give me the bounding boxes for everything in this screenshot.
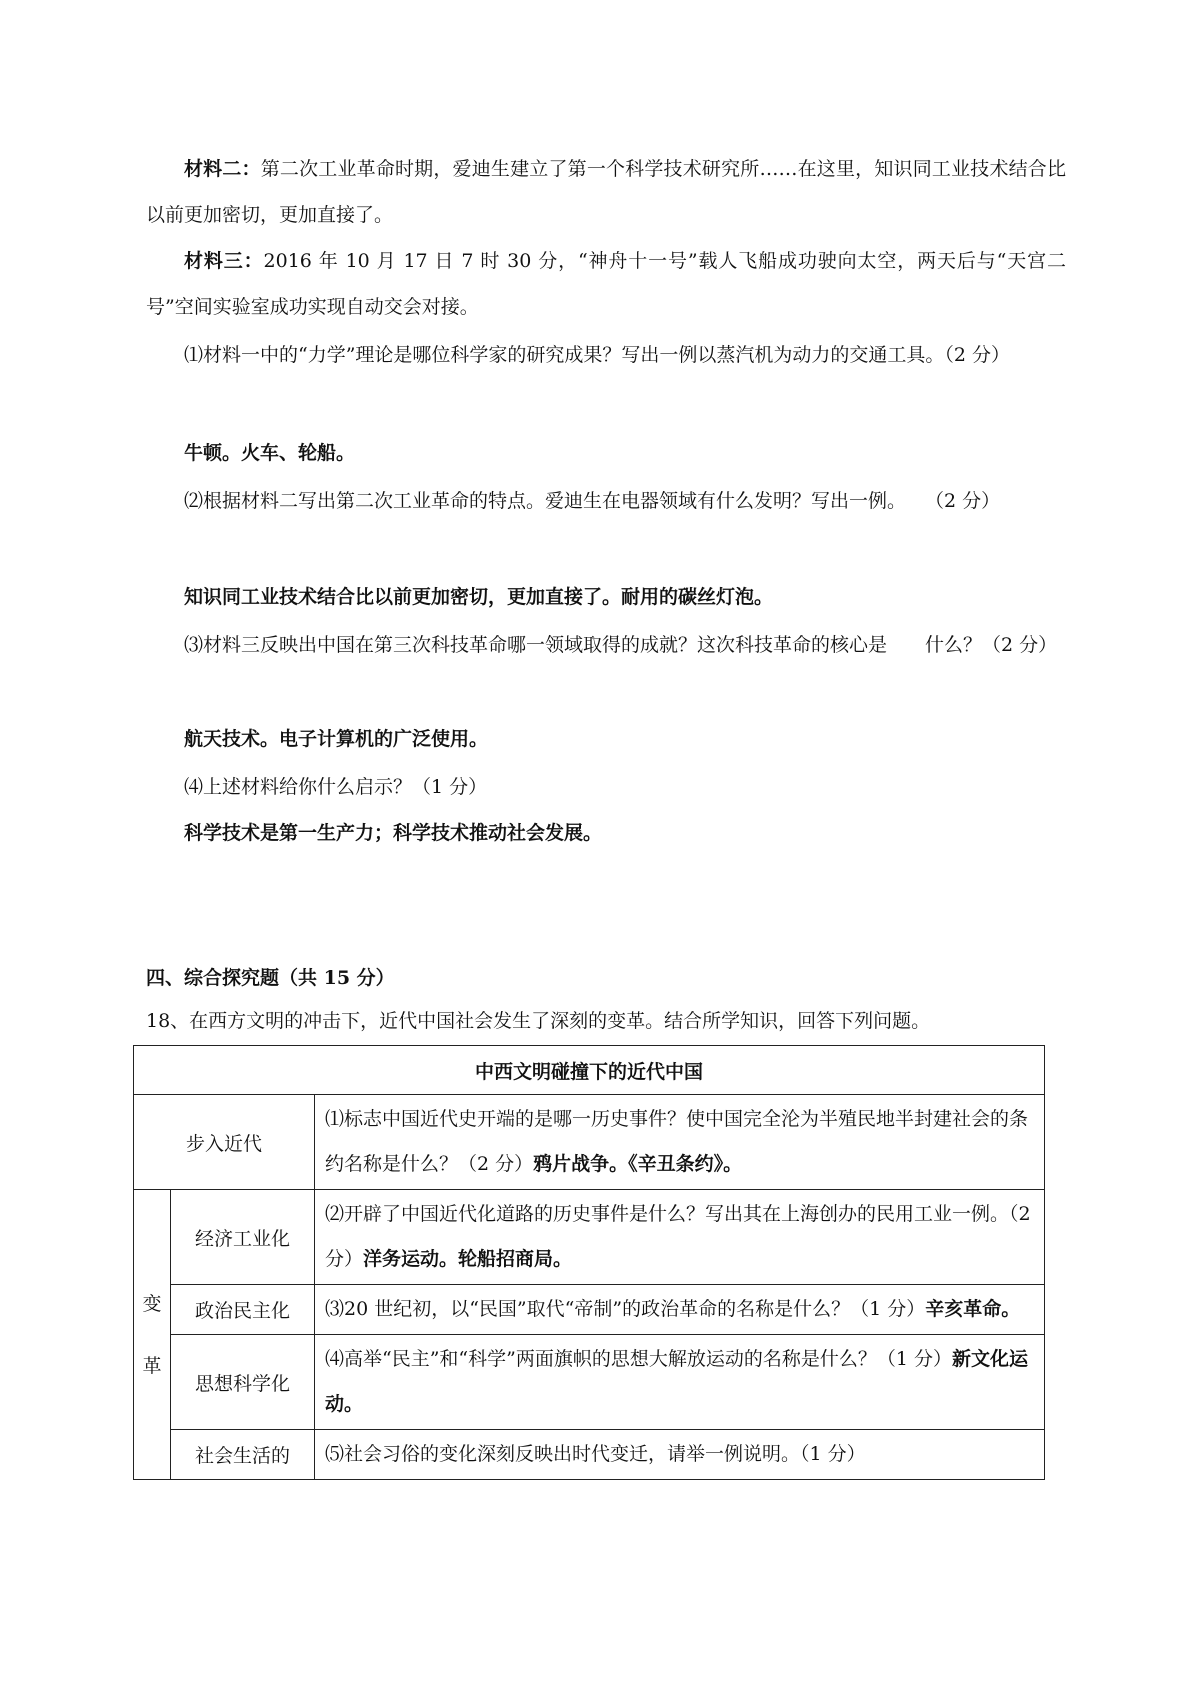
material-three-text: 2016 年 10 月 17 日 7 时 30 分，“神舟十一号”载人飞船成功驶向太空，两天后与“天宫二号”空间实验室成功实现自动交会对接。 bbox=[146, 250, 1066, 318]
material-two-label: 材料二： bbox=[184, 158, 261, 180]
row-content-1 bbox=[315, 1095, 1045, 1190]
material-three bbox=[146, 238, 1066, 330]
reform-label bbox=[134, 1190, 171, 1480]
row-answer-1: 鸦片战争。《辛丑条约》。 bbox=[533, 1153, 743, 1175]
row-label-political: 政治民主化 bbox=[171, 1285, 315, 1335]
modern-china-table bbox=[133, 1045, 1045, 1480]
row-question-3: ⑶20 世纪初，以“民国”取代“帝制”的政治革命的名称是什么？（1 分） bbox=[325, 1298, 926, 1320]
answer-3: 航天技术。电子计算机的广泛使用。 bbox=[184, 728, 489, 750]
row-label-ideological: 思想科学化 bbox=[171, 1335, 315, 1430]
table-row bbox=[134, 1190, 1045, 1285]
row-answer-3: 辛亥革命。 bbox=[925, 1298, 1021, 1320]
row-question-4: ⑷高举“民主”和“科学”两面旗帜的思想大解放运动的名称是什么？（1 分） bbox=[325, 1348, 952, 1370]
answer-2: 知识同工业技术结合比以前更加密切，更加直接了。耐用的碳丝灯泡。 bbox=[184, 586, 774, 608]
row-question-2: ⑵开辟了中国近代化道路的历史事件是什么？写出其在上海创办的民用工业一例。（2 分） bbox=[325, 1203, 1031, 1270]
row-answer-4: 新文化运动。 bbox=[325, 1348, 1028, 1415]
question-3: ⑶材料三反映出中国在第三次科技革命哪一领域取得的成就？这次科技革命的核心是 什么？（2 分） bbox=[184, 634, 1058, 656]
table-title: 中西文明碰撞下的近代中国 bbox=[134, 1046, 1045, 1095]
row-content-2 bbox=[315, 1190, 1045, 1285]
material-three-label: 材料三： bbox=[184, 250, 264, 272]
row-label-social: 社会生活的 bbox=[171, 1430, 315, 1480]
row-question-5: ⑸社会习俗的变化深刻反映出时代变迁，请举一例说明。（1 分） bbox=[325, 1443, 866, 1465]
row-answer-2: 洋务运动。轮船招商局。 bbox=[363, 1248, 573, 1270]
reform-label-char-1: 变 bbox=[142, 1292, 162, 1315]
row-content-5 bbox=[315, 1430, 1045, 1480]
answer-1: 牛顿。火车、轮船。 bbox=[184, 442, 356, 464]
question-4: ⑷上述材料给你什么启示？（1 分） bbox=[184, 776, 488, 798]
question-1: ⑴材料一中的“力学”理论是哪位科学家的研究成果？写出一例以蒸汽机为动力的交通工具。（2 分） bbox=[184, 344, 1011, 366]
question-18-intro: 18、在西方文明的冲击下，近代中国社会发生了深刻的变革。结合所学知识，回答下列问题。 bbox=[146, 1010, 931, 1032]
row-content-4 bbox=[315, 1335, 1045, 1430]
row-question-1: ⑴标志中国近代史开端的是哪一历史事件？使中国完全沦为半殖民地半封建社会的条约名称是什么？（2 分） bbox=[325, 1108, 1029, 1175]
section-four-title: 四、综合探究题（共 15 分） bbox=[146, 967, 395, 989]
row-label-economic: 经济工业化 bbox=[171, 1190, 315, 1285]
question-2: ⑵根据材料二写出第二次工业革命的特点。爱迪生在电器领域有什么发明？写出一例。 （2 分） bbox=[184, 490, 1001, 512]
row-label-entering-modern: 步入近代 bbox=[134, 1095, 315, 1190]
table-row bbox=[134, 1430, 1045, 1480]
table-row bbox=[134, 1285, 1045, 1335]
answer-4: 科学技术是第一生产力；科学技术推动社会发展。 bbox=[184, 822, 603, 844]
material-two-text: 第二次工业革命时期，爱迪生建立了第一个科学技术研究所……在这里，知识同工业技术结合比以前更加密切，更加直接了。 bbox=[146, 158, 1066, 226]
row-content-3 bbox=[315, 1285, 1045, 1335]
reform-label-char-2: 革 bbox=[142, 1354, 162, 1377]
table-header-row bbox=[134, 1046, 1045, 1095]
table-row bbox=[134, 1335, 1045, 1430]
material-two bbox=[146, 146, 1066, 238]
table-row bbox=[134, 1095, 1045, 1190]
